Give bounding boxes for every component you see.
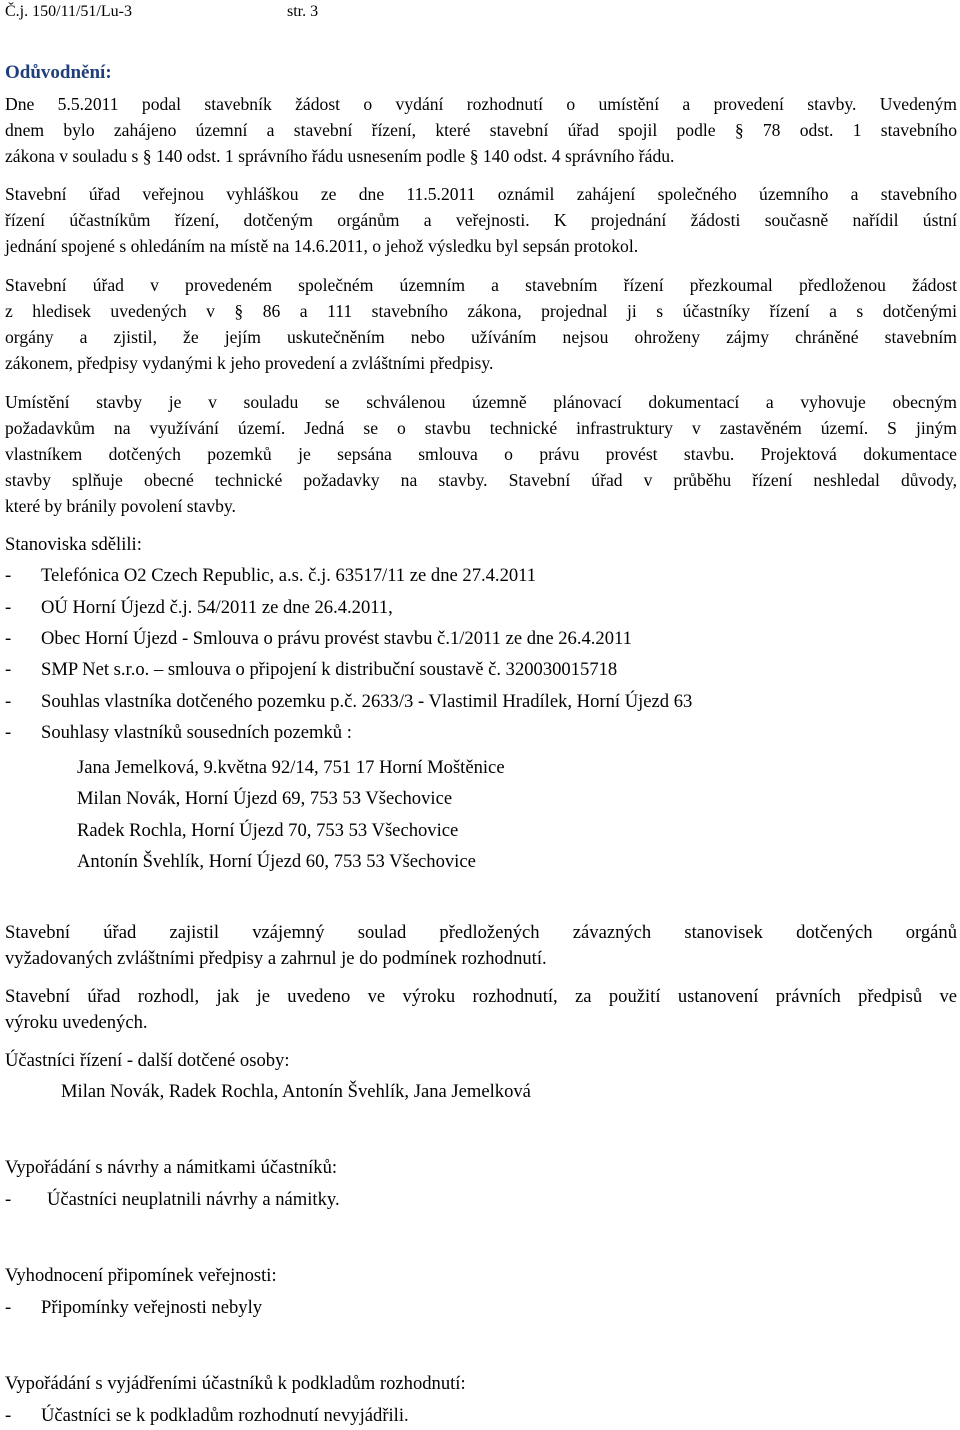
list-item	[5, 1403, 409, 1429]
list-dash: -	[5, 565, 12, 586]
list-item-text: Připomínky veřejnosti nebyly	[41, 1297, 263, 1318]
list-item	[5, 689, 692, 715]
paragraph-line: které by bránily povolení stavby.	[5, 496, 236, 516]
ucastnici-label: Účastníci řízení - další dotčené osoby:	[5, 1050, 290, 1071]
neighbor-entry: Jana Jemelková, 9.května 92/14, 751 17 Horní Moštěnice	[77, 757, 505, 778]
neighbor-entry: Antonín Švehlík, Horní Újezd 60, 753 53 Všechovice	[77, 851, 476, 872]
neighbor-entry: Milan Novák, Horní Újezd 69, 753 53 Všechovice	[77, 788, 453, 809]
list-dash: -	[5, 1297, 12, 1318]
paragraph-line: Umístění stavby je v souladu se schválenou územně plánovací dokumentací a vyhovuje obecným	[5, 392, 957, 412]
list-item-text: Souhlasy vlastníků sousedních pozemků :	[41, 722, 352, 743]
neighbor-entry: Radek Rochla, Horní Újezd 70, 753 53 Všechovice	[77, 820, 459, 841]
list-dash: -	[5, 628, 12, 649]
paragraph-line: řízení účastníkům řízení, dotčeným orgánům a veřejnosti. K projednání žádosti současně nařídil ústní	[5, 210, 957, 230]
list-item	[5, 1295, 262, 1321]
list-dash: -	[5, 691, 12, 712]
page-number: str. 3	[287, 3, 319, 20]
list-item	[5, 720, 352, 746]
list-item-text: Obec Horní Újezd - Smlouva o právu provést stavbu č.1/2011 ze dne 26.4.2011	[41, 628, 632, 649]
list-item	[5, 595, 393, 621]
paragraph-line: výroku uvedených.	[5, 1012, 148, 1033]
list-item-text: Účastníci neuplatnili návrhy a námitky.	[47, 1189, 340, 1210]
list-dash: -	[5, 1405, 12, 1426]
paragraph-line: Stavební úřad v provedeném společném územním a stavebním řízení přezkoumal předloženou žádost	[5, 275, 957, 295]
paragraph-line: jednání spojené s ohledáním na místě na 14.6.2011, o jehož výsledku byl sepsán protokol.	[5, 236, 639, 256]
list-dash: -	[5, 659, 12, 680]
list-item-text: SMP Net s.r.o. – smlouva o připojení k distribuční soustavě č. 320030015718	[41, 659, 618, 680]
paragraph-line: Stavební úřad zajistil vzájemný soulad předložených závazných stanovisek dotčených orgánů	[5, 922, 957, 943]
paragraph-line: z hledisek uvedených v § 86 a 111 stavebního zákona, projednal ji s účastníky řízení a s dotčenými	[5, 301, 957, 321]
list-item	[5, 657, 617, 683]
ucastnici-names: Milan Novák, Radek Rochla, Antonín Švehlík, Jana Jemelková	[61, 1081, 531, 1102]
list-dash: -	[5, 1189, 12, 1210]
list-item-text: Účastníci se k podkladům rozhodnutí nevyjádřili.	[41, 1405, 409, 1426]
list-item	[5, 626, 632, 652]
paragraph-line: stavby splňuje obecné technické požadavky na stavby. Stavební úřad v průběhu řízení neshledal důvody,	[5, 470, 957, 490]
vyhodnoceni-label: Vyhodnocení připomínek veřejnosti:	[5, 1265, 277, 1286]
list-item	[5, 1187, 340, 1213]
paragraph-line: Stavební úřad veřejnou vyhláškou ze dne 11.5.2011 oznámil zahájení společného územního a stavebního	[5, 184, 957, 204]
paragraph-line: Stavební úřad rozhodl, jak je uvedeno ve výroku rozhodnutí, za použití ustanovení právních předpisů ve	[5, 986, 957, 1007]
paragraph-line: dnem bylo zahájeno územní a stavební řízení, které stavební úřad spojil podle § 78 odst. 1 stavebního	[5, 120, 957, 140]
list-dash: -	[5, 597, 12, 618]
list-item-text: OÚ Horní Újezd č.j. 54/2011 ze dne 26.4.2011,	[41, 597, 393, 618]
paragraph-line: zákonem, předpisy vydanými k jeho provedení a zvláštními předpisy.	[5, 353, 494, 373]
list-dash: -	[5, 722, 12, 743]
section-heading: Odůvodnění:	[5, 62, 112, 83]
list-item	[5, 563, 536, 589]
paragraph-line: vyžadovaných zvláštními předpisy a zahrnul je do podmínek rozhodnutí.	[5, 948, 547, 969]
paragraph-line: zákona v souladu s § 140 odst. 1 správního řádu usnesením podle § 140 odst. 4 správního řádu.	[5, 146, 675, 166]
paragraph-line: Dne 5.5.2011 podal stavebník žádost o vydání rozhodnutí o umístění a provedení stavby. Uvedeným	[5, 94, 957, 114]
paragraph-line: orgány a zjistil, že jejím uskutečněním nebo užíváním nejsou ohroženy zájmy chráněné stavebním	[5, 327, 957, 347]
paragraph-line: požadavkům na využívání území. Jedná se o stavbu technické infrastruktury v zastavěném území. S jiným	[5, 418, 957, 438]
list-item-text: Telefónica O2 Czech Republic, a.s. č.j. 63517/11 ze dne 27.4.2011	[41, 565, 537, 586]
paragraph-line: vlastníkem dotčených pozemků je sepsána smlouva o právu provést stavbu. Projektová dokumentace	[5, 444, 957, 464]
list-item-text: Souhlas vlastníka dotčeného pozemku p.č. 2633/3 - Vlastimil Hradílek, Horní Újezd 63	[41, 691, 693, 712]
vyporadani-navrhy-label: Vypořádání s návrhy a námitkami účastníků:	[5, 1157, 338, 1178]
reference-number: Č.j. 150/11/51/Lu-3	[5, 3, 132, 20]
stanoviska-label: Stanoviska sdělili:	[5, 534, 142, 555]
vyporadani-vyjadreni-label: Vypořádání s vyjádřeními účastníků k podkladům rozhodnutí:	[5, 1373, 466, 1394]
